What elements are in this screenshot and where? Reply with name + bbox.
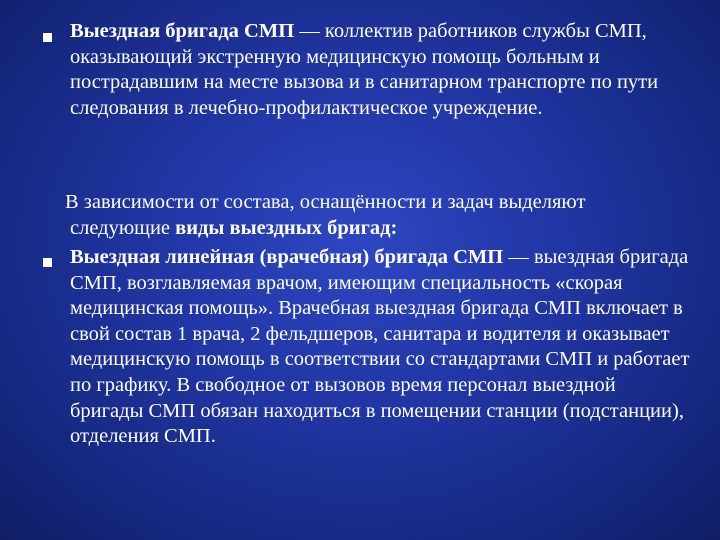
paragraph-text: — коллектив работников службы СМП, оказывающий экстренную медицинскую помощь больным и пострадавшим на месте вызова и в санитарном транспорте по пути следования в лечебно-профилактическое учреждение. bbox=[70, 20, 659, 119]
paragraph-text: — выездная бригада СМП, возглавляемая врачом, имеющим специальность «скорая медицинская помощь». Врачебная выездная бригада СМП включает в свой состав 1 врача, 2 фельдшеров, санитара и водителя и оказывает медицинскую помощь в соответствии со стандартами СМП и работает по графику. В свободное от вызовов время персонал выездной бригады СМП обязан находиться в помещении станции (подстанции), отделения СМП. bbox=[70, 246, 690, 448]
paragraph-text: В зависимости от состава, оснащённости и задач выделяют следующие bbox=[65, 191, 586, 239]
term-bold: Выездная бригада СМП bbox=[70, 20, 295, 42]
paragraph-types-intro bbox=[65, 190, 690, 241]
paragraph-definition bbox=[70, 19, 690, 121]
term-bold: виды выездных бригад: bbox=[175, 216, 398, 239]
bullet-square-icon bbox=[43, 258, 52, 267]
bullet-square-icon bbox=[43, 33, 52, 42]
term-bold: Выездная линейная (врачебная) бригада СМП bbox=[70, 246, 504, 268]
paragraph-linear-brigade bbox=[70, 245, 690, 450]
